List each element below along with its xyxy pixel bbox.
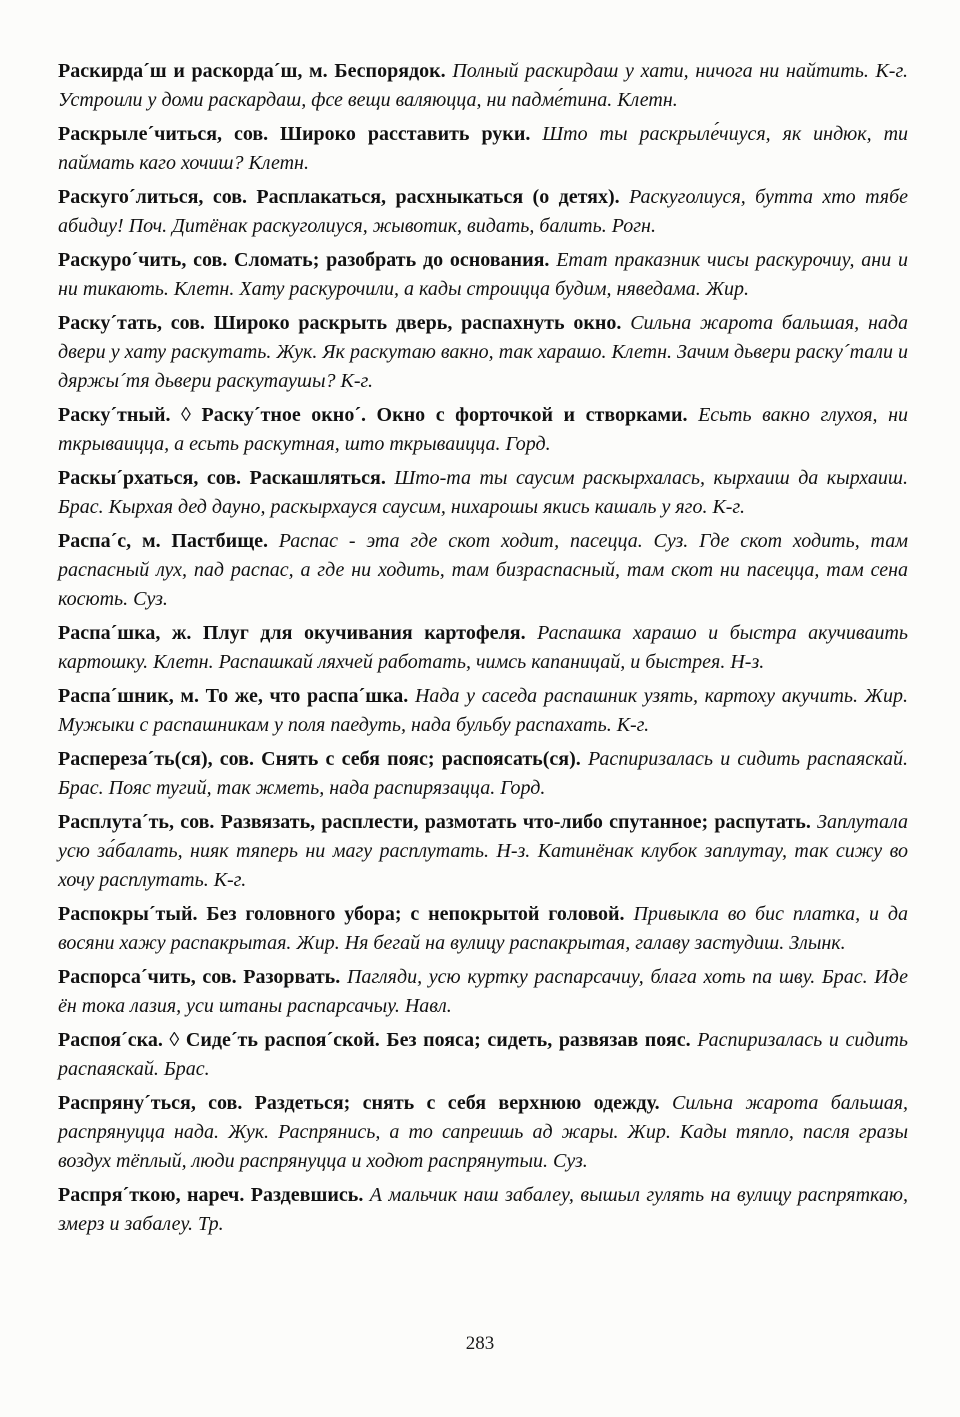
entry-examples: Распиризалась и сидить распаяскай. Брас. — [58, 1029, 909, 1080]
dictionary-entry — [58, 527, 908, 614]
dictionary-entry — [58, 808, 908, 895]
entry-examples: Раскуголиуся, бутта хто тябе абидиу! Поч. Дитёнак раскуголиуся, жывотик, видать, балить. Рогн. — [58, 186, 909, 237]
dictionary-entry — [58, 120, 908, 178]
entry-headword: Распокры´тый. Без головного убора; с непокрытой головой. — [58, 903, 625, 925]
entry-examples: Нада у саседа распашник узять, картоху акучить. Жир. Мужыки с распашникам у поля паедуть, нада бульбу распахать. К-г. — [58, 685, 908, 736]
dictionary-entry — [58, 963, 908, 1021]
entry-headword: Распорса´чить, сов. Разорвать. — [58, 966, 341, 988]
dictionary-entry — [58, 464, 908, 522]
dictionary-entry — [58, 183, 908, 241]
dictionary-entry — [58, 745, 908, 803]
entry-examples: Распашка харашо и быстра акучиваить картошку. Клетн. Распашкай ляхчей работать, чимсь капаницай, и быстрея. Н-з. — [58, 622, 909, 673]
entry-examples: Распас - эта где скот ходит, пасецца. Суз. Где скот ходить, там распасный лух, пад распас, а где ни ходить, там бизраспасный, там скот ни пасецца, там сена косють. Суз. — [58, 530, 908, 610]
entries-list — [58, 57, 908, 1239]
entry-headword: Раскрыле´читься, сов. Широко расставить руки. — [58, 123, 531, 145]
entry-examples: Привыкла во бис платка, и да восяни хажу распакрытая. Жир. Ня бегай на вулицу распакрытая, галаву застудиш. Злынк. — [58, 903, 908, 954]
page-number: 283 — [465, 1333, 495, 1354]
entry-headword: Раску´тный. ◊ Раску´тное окно´. Окно с форточкой и створками. — [58, 404, 688, 426]
entry-headword: Раску´тать, сов. Широко раскрыть дверь, распахнуть окно. — [58, 312, 622, 334]
entry-headword: Раскирда´ш и раскорда´ш, м. Беспорядок. — [58, 60, 446, 82]
dictionary-entry — [58, 57, 908, 115]
entry-headword: Распа´шник, м. То же, что распа´шка. — [58, 685, 409, 707]
entry-headword: Раскуро´чить, сов. Сломать; разобрать до основания. — [58, 249, 550, 271]
entry-headword: Расплута´ть, сов. Развязать, расплести, размотать что-либо спутанное; распутать. — [58, 811, 811, 833]
entry-examples: Распиризалась и сидить распаяскай. Брас. Пояс тугий, так жметь, нада распирязацца. Горд. — [58, 748, 909, 799]
dictionary-entry — [58, 1089, 908, 1176]
entry-headword: Раскы´рхаться, сов. Раскашляться. — [58, 467, 386, 489]
entry-headword: Распереза´ть(ся), сов. Снять с себя пояс; распоясать(ся). — [58, 748, 581, 770]
entry-headword: Распа´с, м. Пастбище. — [58, 530, 268, 552]
entry-examples: Заплутала усю за́балать, нияк тяперь ни магу расплутать. Н-з. Катинёнак клубок заплутау, так сижу во хочу расплутать. К-г. — [58, 811, 909, 891]
dictionary-entry — [58, 1181, 908, 1239]
entry-examples: Есьть вакно глухоя, ни ткрываицца, а есьть раскутная, што ткрываицца. Горд. — [58, 404, 909, 455]
entry-headword: Распряну´ться, сов. Раздеться; снять с себя верхнюю одежду. — [58, 1092, 660, 1114]
dictionary-entry — [58, 401, 908, 459]
entry-headword: Распря´ткою, нареч. Раздевшись. — [58, 1184, 364, 1206]
entry-examples: Што ты раскрыле́чиуся, як индюк, ти паймать каго хочиш? Клетн. — [58, 123, 909, 174]
entry-examples: Полный раскирдаш у хати, ничога ни найтить. К-г. Устроили у доми раскардаш, фсе вещи валяюцца, ни падме́тина. Клетн. — [58, 60, 908, 111]
entry-examples: Пагляди, усю куртку распарсачиу, блага хоть па шву. Брас. Иде ён тока лазия, уси штаны распарсачыу. Навл. — [58, 966, 908, 1017]
entry-examples: Етат праказник чисы раскурочиу, ани и ни тикають. Клетн. Хату раскурочили, а кады строицца будим, няведама. Жир. — [58, 249, 908, 300]
dictionary-entry — [58, 682, 908, 740]
dictionary-entry — [58, 246, 908, 304]
entry-headword: Распа´шка, ж. Плуг для окучивания картофеля. — [58, 622, 526, 644]
dictionary-entry — [58, 900, 908, 958]
entry-headword: Распоя´ска. ◊ Сиде´ть распоя´ской. Без пояса; сидеть, развязав пояс. — [58, 1029, 691, 1051]
entry-examples: Сильна жарота бальшая, распрянуцца нада. Жук. Распрянись, а то сапреишь ад жары. Жир. Кады тяпло, пасля гразы воздух тёплый, люди распрянуцца и ходют распрянутыи. Суз. — [58, 1092, 909, 1172]
entry-examples: Сильна жарота бальшая, нада двери у хату раскутать. Жук. Як раскутаю вакно, так харашо. Клетн. Зачим дьвери раску´тали и дяржы´тя дьвери раскутаушы? К-г. — [58, 312, 908, 392]
entry-examples: Што-та ты саусим раскырхалась, кырхаиш да кырхаиш. Брас. Кырхая дед дауно, раскырхауся саусим, нихарошы якись кашаль у яго. К-г. — [58, 467, 909, 518]
entry-headword: Раскуго´литься, сов. Расплакаться, расхныкаться (о детях). — [58, 186, 620, 208]
dictionary-entry — [58, 1026, 908, 1084]
dictionary-entry — [58, 619, 908, 677]
dictionary-entry — [58, 309, 908, 396]
entry-examples: А мальчик наш забалеу, вышыл гулять на вулицу распряткаю, змерз и забалеу. Тр. — [58, 1184, 908, 1235]
